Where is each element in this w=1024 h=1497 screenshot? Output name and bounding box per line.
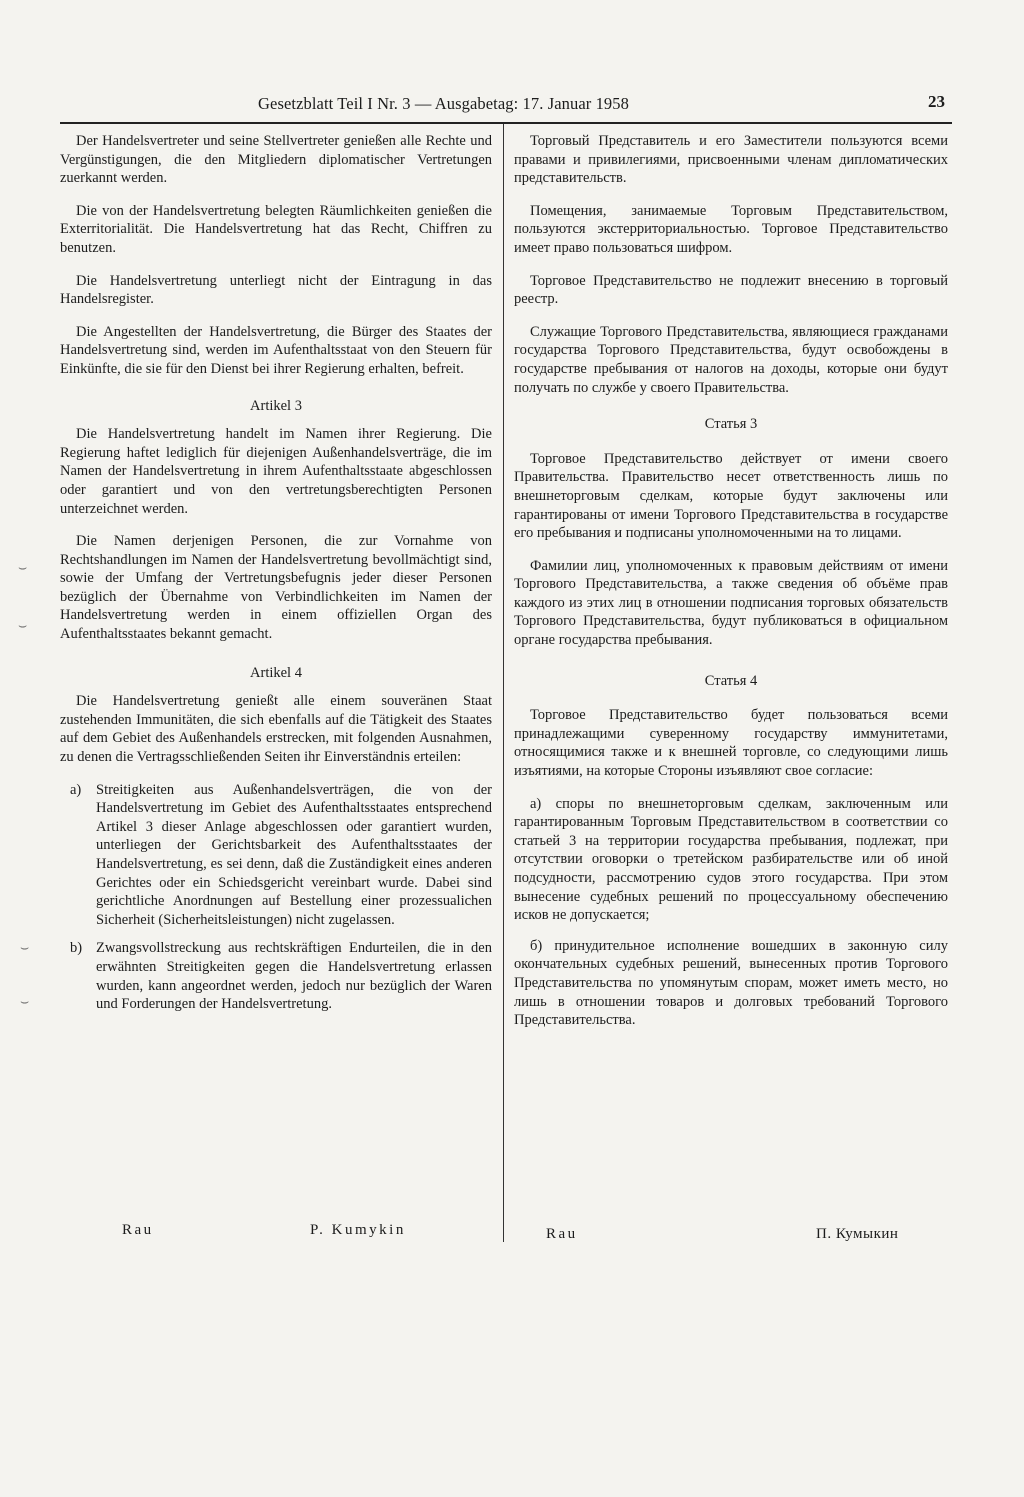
margin-pencil-mark: ⌣ bbox=[18, 618, 28, 634]
german-column bbox=[60, 132, 492, 1024]
paragraph: Торговое Представительство не подлежит внесению в торговый реестр. bbox=[514, 272, 948, 308]
article-heading: Статья 3 bbox=[704, 416, 758, 433]
paragraph: Die Namen derjenigen Personen, die zur Vornahme von Rechtshandlungen im Namen der Handelsvertretung bevollmächtigt sind, sowie der Umfang der Vertretungsbefugnis jeder dieser Personen bezüglich der Übernahme von Verbindlichkeiten im Namen der Handelsvertretung werden in einem offiziellen Organ des Aufenthaltsstaates bekannt gemacht. bbox=[60, 533, 492, 643]
russian-column bbox=[514, 132, 948, 1042]
margin-pencil-mark: ⌣ bbox=[20, 940, 30, 956]
article-heading: Artikel 3 bbox=[250, 397, 302, 414]
paragraph: Die Handelsvertretung genießt alle einem souveränen Staat zustehenden Immunitäten, die sich ebenfalls auf die Tätigkeit des Staates auf dem Gebiet des Außenhandels erstrecken, mit folgenden Ausnahmen, zu denen die Vertragsschließenden Seiten ihr Einverständnis erteilen: bbox=[60, 693, 492, 766]
list-item: б) принудительное исполнение вошедших в законную силу окончательных судебных решений, вынесенных против Торгового Представительства по упомянутым спорам, может иметь место, но лишь в отношении товаров и долговых требований Торгового Представительства. bbox=[514, 937, 948, 1029]
signature-rau: Rau bbox=[546, 1226, 578, 1242]
paragraph: Der Handelsvertreter und seine Stellvertreter genießen alle Rechte und Vergünstigungen, die den Mitgliedern diplomatischer Vertretungen zuerkannt werden. bbox=[60, 133, 492, 187]
paragraph: Помещения, занимаемые Торговым Представительством, пользуются экстерриториальностью. Торговое Представительство имеет право пользоваться шифром. bbox=[514, 202, 948, 256]
signature-kumykin: P. Kumykin bbox=[310, 1222, 406, 1238]
list-item-text: Zwangsvollstreckung aus rechtskräftigen Endurteilen, die in den erwähnten Streitigkeiten gegen die Handelsvertretung erlassen wurden, kann angeordnet werden, jedoch nur bezüglich der Waren und Forderungen der Handelsvertretung. bbox=[96, 940, 492, 1013]
list-item bbox=[60, 781, 492, 930]
paragraph: Фамилии лиц, уполномоченных к правовым действиям от имени Торгового Представительства, а также сведения об объёме прав каждого из этих лиц в отношении подписания торговых обязательств Торгового Представительства, будут публиковаться в официальном органе государства пребывания. bbox=[514, 557, 948, 649]
paragraph: Die von der Handelsvertretung belegten Räumlichkeiten genießen die Exterritorialität. Die Handelsvertretung hat das Recht, Chiffren zu benutzen. bbox=[60, 202, 492, 256]
header-rule bbox=[60, 122, 952, 124]
paragraph: Торговое Представительство будет пользоваться всеми принадлежащими суверенному государству иммунитетами, относящимися также и к внешней торговле, со следующими лишь изъятиями, на которые Стороны изъявляют свое согласие: bbox=[514, 707, 948, 780]
list-item bbox=[60, 939, 492, 1013]
page-header-title: Gesetzblatt Teil I Nr. 3 — Ausgabetag: 17. Januar 1958 bbox=[258, 94, 629, 113]
paragraph: Die Handelsvertretung unterliegt nicht der Eintragung in das Handelsregister. bbox=[60, 272, 492, 308]
paragraph: Служащие Торгового Представительства, являющиеся гражданами государства Торгового Представительства, будут освобождены в государстве пребывания от налогов на доходы, которые они будут получать по службе у своего Правительства. bbox=[514, 323, 948, 396]
paragraph: Торговый Представитель и его Заместители пользуются всеми правами и привилегиями, присвоенными членам дипломатических представительств. bbox=[514, 133, 948, 187]
signature-rau: Rau bbox=[122, 1222, 154, 1238]
paragraph: Торговое Представительство действует от имени своего Правительства. Правительство несет ответственность лишь по внешнеторговым сделкам, которые будут заключены или гарантированы от имени Торгового Представительства в государстве его пребывания и подписаны уполномоченными на то лицами. bbox=[514, 450, 948, 542]
paragraph: Die Angestellten der Handelsvertretung, die Bürger des Staates der Handelsvertretung sind, werden im Aufenthaltsstaat von den Steuern für Einkünfte, die sie für den Dienst bei ihrer Regierung erhalten, befreit. bbox=[60, 323, 492, 377]
list-item: а) споры по внешнеторговым сделкам, заключенным или гарантированным Торговым Представительством в соответствии со статьей 3 на территории государства пребывания, подлежат, при отсутствии оговорки о третейском разбирательстве или об иной подсудности, рассмотрению судов этого государства. При этом вынесение судебных решений по процессуальному обеспечению исков не допускается; bbox=[514, 795, 948, 924]
signature-kumykin: П. Кумыкин bbox=[816, 1226, 899, 1242]
paragraph: Die Handelsvertretung handelt im Namen ihrer Regierung. Die Regierung haftet lediglich für diejenigen Außenhandelsverträge, die im Namen der Handelsvertretung in ihrem Aufenthaltsstaate abgeschlossen oder garantiert und von den vertretungsberechtigten Personen unterzeichnet werden. bbox=[60, 426, 492, 517]
margin-pencil-mark: ⌣ bbox=[18, 560, 28, 576]
column-divider bbox=[503, 124, 504, 1242]
article-heading: Статья 4 bbox=[704, 672, 758, 689]
margin-pencil-mark: ⌣ bbox=[20, 994, 30, 1010]
list-marker: a) bbox=[70, 781, 82, 798]
article-heading: Artikel 4 bbox=[250, 664, 302, 681]
list-marker: b) bbox=[70, 940, 83, 957]
list-item-text: Streitigkeiten aus Außenhandelsverträgen, die von der Handelsvertretung im Gebiet des Aufenthaltsstaates entsprechend Artikel 3 dieser Anlage abgeschlossen oder garantiert wurden, unterliegen der Gerichtsbarkeit des Aufenthaltsstaates der Handelsvertretung, es sei denn, daß die Zuständigkeit eines anderen Gerichtes oder ein Schiedsgericht vereinbart wurde. Dabei sind gerichtliche Anordnungen auf Bestellung einer prozessualichen Sicherheit (Sicherheitsleistungen) nicht zugelassen. bbox=[96, 781, 492, 928]
page-number: 23 bbox=[928, 92, 945, 111]
